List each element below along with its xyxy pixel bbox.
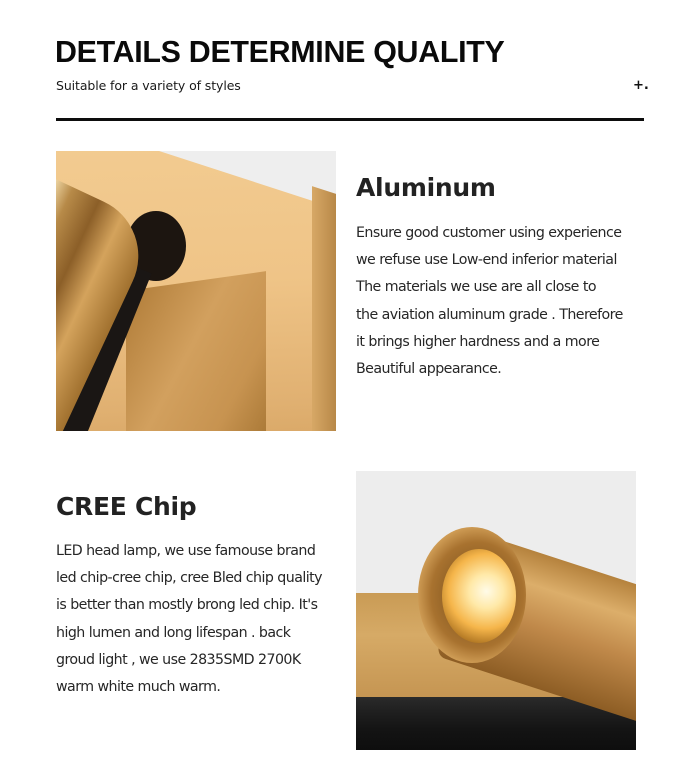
text-line: high lumen and long lifespan . back xyxy=(56,624,291,641)
page-subtitle: Suitable for a variety of styles xyxy=(56,78,241,93)
text-line: Beautiful appearance. xyxy=(356,360,502,377)
plus-icon: +. xyxy=(633,78,649,93)
text-line: the aviation aluminum grade . Therefore xyxy=(356,306,623,323)
text-line: warm white much warm. xyxy=(56,678,221,695)
text-line: led chip-cree chip, cree Bled chip quality xyxy=(56,570,322,587)
text-line: it brings higher hardness and a more xyxy=(356,333,600,350)
aluminum-heading: Aluminum xyxy=(356,173,496,202)
text-line: we refuse use Low-end inferior material xyxy=(356,252,617,269)
cree-chip-description xyxy=(56,538,322,701)
text-line: groud light , we use 2835SMD 2700K xyxy=(56,651,301,668)
page-title: DETAILS DETERMINE QUALITY xyxy=(55,34,505,69)
cree-chip-photo xyxy=(356,471,636,750)
aluminum-description xyxy=(356,220,623,383)
text-line: Ensure good customer using experience xyxy=(356,225,622,241)
plate-edge xyxy=(312,186,336,431)
text-line: LED head lamp, we use famouse brand xyxy=(56,543,316,559)
tube-shadow xyxy=(126,271,266,431)
led-lens-icon xyxy=(442,549,516,643)
cree-chip-heading: CREE Chip xyxy=(56,492,197,521)
aluminum-photo xyxy=(56,151,336,431)
text-line: is better than mostly brong led chip. It's xyxy=(56,597,318,614)
header-divider xyxy=(56,118,644,121)
text-line: The materials we use are all close to xyxy=(356,279,596,296)
